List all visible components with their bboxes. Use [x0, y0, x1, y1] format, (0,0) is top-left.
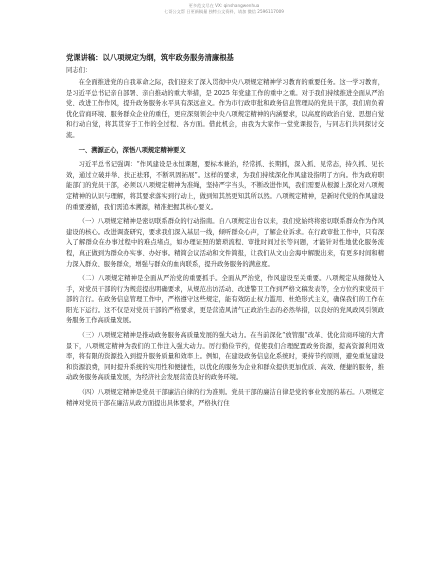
greeting: 同志们： [66, 67, 92, 74]
header-watermark-top: 更多范文尽在 VX: qinshangwenhua [188, 3, 260, 8]
point-1: （一）八项规定精神是密切联系群众的行动指南。自八项规定出台以来，我们党始终将密切联系群众作为作风建设的核心。改进调查研究，要求我们深入基层一线，倾听群众心声，了解企业诉求。在行政审批工作中，只有深入了解群众在办事过程中的难点堵点，如办理证照的繁琐流程、审批时间过长等问题，才能针对性地优化服务流程，真正做到为群众办实事、办好事。精简会议活动和文件简报，让我们从文山会海中解脱出来，有更多时间和精力深入群众、服务群众，增强与群众的血肉联系，提升政务服务的满意度。 [66, 218, 384, 268]
document-body [66, 52, 384, 413]
point-3: （三）八项规定精神是推动政务服务高质量发展的强大动力。在当前深化“放管服”改革、优化营商环境的大背景下，八项规定精神为我们的工作注入强大动力。厉行勤俭节约，促使我们合理配置政务资源，提高资源利用效率，将有限的资源投入到提升服务质量和效率上。例如，在建设政务信息化系统时，秉持节约原则，避免重复建设和资源浪费，同时提升系统的实用性和便捷性，以优化的服务为企业和群众提供更加优质、高效、便捷的服务，推动政务服务高质量发展，为经济社会发展营造良好的政务环境。 [66, 332, 384, 382]
section-1-paragraph: 习近平总书记强调：“作风建设是永恒课题，要标本兼治，经常抓、长期抓，深入抓、见常态，持久抓、见长效，通过立破并举、扶正祛邪，不断巩固拓展”。这样的要求，为我们持续深化作风建设指明了方向。作为政府职能部门的党员干部，必须以八项规定精神为准绳，坚持严字当头，不断改进作风，我们需要从根源上深化对八项规定精神的认识与理解，将其要求落实到行动上，做到知其然更知其所以然。八项规定精神，是新时代党的作风建设的重要遵循，我们需追本溯源，精准把握其核心要义。 [66, 161, 384, 211]
page-header [0, 0, 448, 34]
header-watermark-sub: 七哥公文帮 日更新稿量 独特公文资料，请加 微信 2596117009 [164, 9, 284, 14]
section-heading-1: 一、溯源正心，深悟八项规定精神要义 [78, 146, 186, 154]
point-4: （四）八项规定精神是党员干部廉洁自律的行为准则。党员干部的廉洁自律是党的事业发展的基石。八项规定精神对党员干部在廉洁从政方面提出具体要求，严格执行住 [66, 389, 384, 407]
point-2: （二）八项规定精神是全面从严治党的重要抓手。全面从严治党，作风建设至关重要。八项规定从细微处入手，对党员干部的行为规范提出明确要求，从规范出访活动、改进警卫工作到严格文稿发表等，全方位约束党员干部的言行。在政务信息管理工作中，严格遵守这些规定，能有效防止权力滥用、杜绝形式主义，确保我们的工作在阳光下运行。这不仅是对党员干部的严格要求，更是营造风清气正政治生态的必然举措，以良好的党风政风引领政务服务工作高质量发展。 [66, 275, 384, 325]
document-title: 党课讲稿：以八项规定为纲，筑牢政务服务清廉根基 [66, 53, 234, 62]
intro-paragraph: 在全面推进党的自我革命之际，我们迎来了深入贯彻中央八项规定精神学习教育的重要任务。这一学习教育，是习近平总书记亲自部署、亲自推动的重大举措，是 2025 年党建工作的重中之重。对于我们持续推进全面从严治党、改进工作作风，提升政务服务水平具有深远意义。作为市行政审批和政务信息管理局的党员干部，我们肩负着优化营商环境、服务群众企业的重任，更应深刻领会中央八项规定精神的内涵要求，以高度的政治自觉、思想自觉和行动自觉，将其贯穿于工作的全过程、各方面。借此机会，由我为大家作一堂党课报告，与同志们共同探讨交流。 [66, 79, 384, 139]
